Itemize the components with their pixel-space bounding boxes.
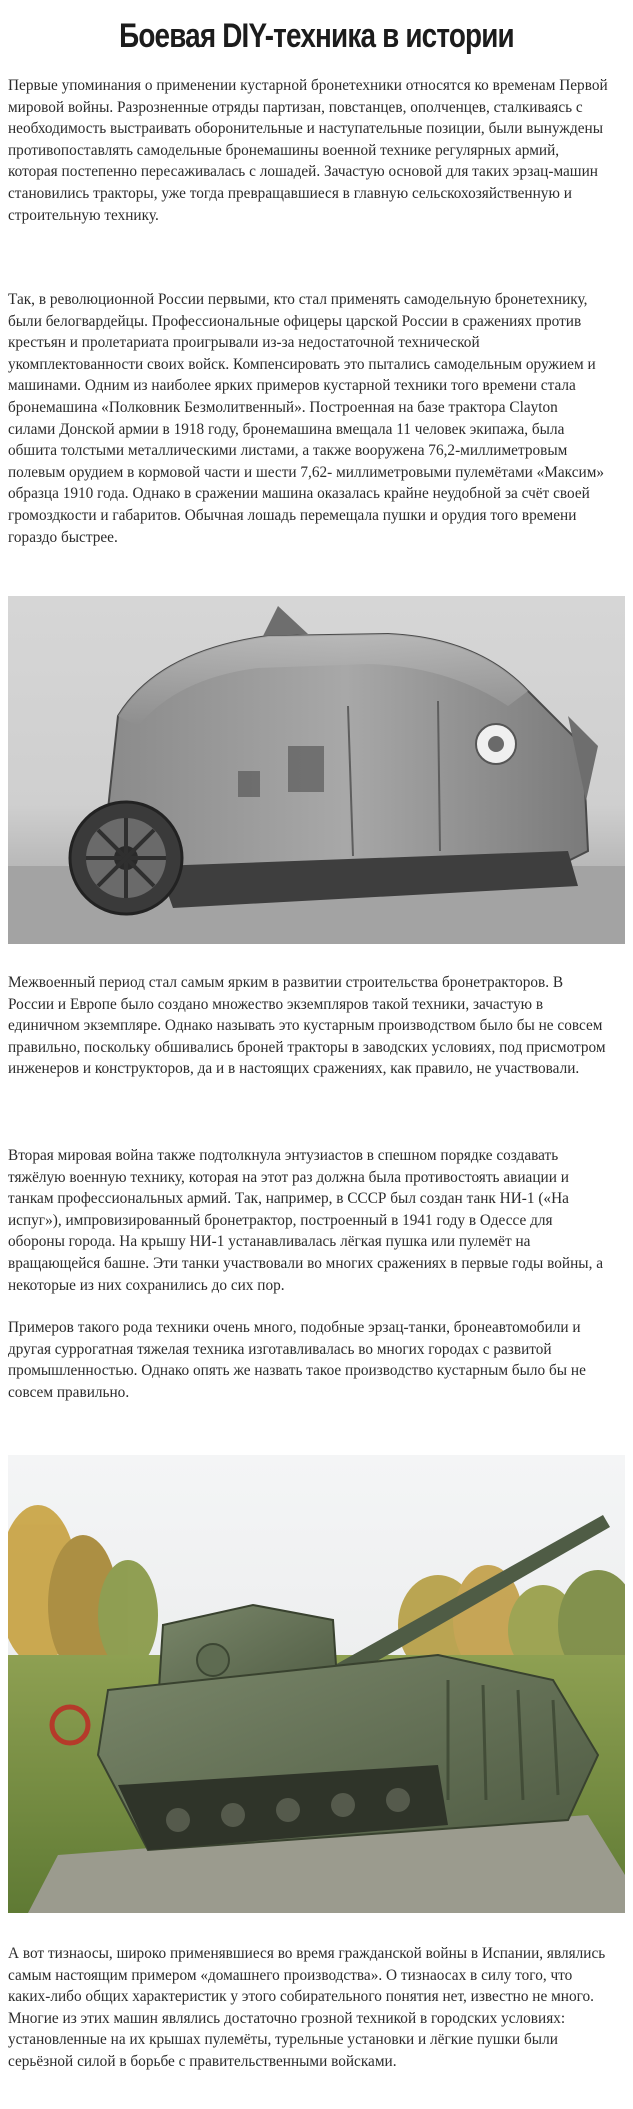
article-paragraph: Примеров такого рода техники очень много, подобные эрзац-танки, бронеавтомобили и другая суррогатная тяжелая техника изготавливалась во многих городах с развитой промышленностью. Однако опять же назвать такое производство кустарным было бы не совсем правильно. [8, 1319, 586, 1401]
article-title: Боевая DIY-техника в истории [119, 17, 514, 55]
article-paragraph: Первые упоминания о применении кустарной бронетехники относятся ко временам Первой мировой войны. Разрозненные отряды партизан, повстанцев, ополченцев, сталкиваясь с необходимость выстраивать оборонительные и наступательные позиции, были вынуждены противопоставлять самодельные бронемашины военной технике регулярных армий, которая постепенно пересаживалась с лошадей. Зачастую основой для таких эрзац-машин становились тракторы, уже тогда превращавшиеся в главную сельскохозяйственную и строительную технику. [8, 77, 608, 224]
article-paragraph: Так, в революционной России первыми, кто стал применять самодельную бронетехнику, были белогвардейцы. Профессиональные офицеры царской России в сражениях против крестьян и пролетариата проигрывали из-за недостаточной технической укомплектованности своих войск. Компенсировать это пытались самодельным оружием и машинами. Одним из наиболее ярких примеров кустарной техники того времени стала бронемашина «Полковник Безмолитвенный». Построенная на базе трактора Clayton силами Донской армии в 1918 году, бронемашина вмещала 11 человек экипажа, была обшита толстыми металлическими листами, а также вооружена 76,2-миллиметровым полевым орудием в кормовой части и шести 7,62- миллиметровыми пулемётами «Максим» образца 1910 года. Однако в сражении машина оказалась крайне неудобной за счёт своей громоздкости и габаритов. Обычная лошадь перемещала пушки и орудия того времени гораздо быстрее. [8, 291, 605, 546]
armored-tractor-photo [8, 596, 625, 944]
article-paragraph: Вторая мировая война также подтолкнула энтузиастов в спешном порядке создавать тяжёлую военную технику, которая на этот раз должна была противостоять авиации и танкам профессиональных армий. Так, например, в СССР был создан танк НИ-1 («На испуг»), импровизированный бронетрактор, построенный в 1941 году в Одессе для обороны города. На крышу НИ-1 устанавливалась лёгкая пушка или пулемёт на вращающейся башне. Эти танки участвовали во многих сражениях в первые годы войны, а некоторые из них сохранились до сих пор. [8, 1147, 604, 1294]
ni-1-tank-photo [8, 1455, 625, 1913]
article-paragraph: А вот тизнаосы, широко применявшиеся во время гражданской войны в Испании, являлись самым настоящим примером «домашнего производства». О тизнаосах в силу того, что каких-либо общих характеристик у этого собирательного понятия нет, известно не много. Многие из этих машин являлись достаточно грозной техникой в городских условиях: установленные на их крышах пулемёты, турельные установки и лёгкие пушки были серьёзной силой в борьбе с правительственными войсками. [8, 1945, 606, 2070]
article-paragraph: Межвоенный период стал самым ярким в развитии строительства бронетракторов. В России и Европе было создано множество экземпляров такой техники, зачастую в единичном экземпляре. Однако называть это кустарным производством было бы не совсем правильно, поскольку обшивались броней тракторы в заводских условиях, под присмотром инженеров и конструкторов, да и в настоящих сражениях, как правило, не участвовали. [8, 974, 606, 1078]
